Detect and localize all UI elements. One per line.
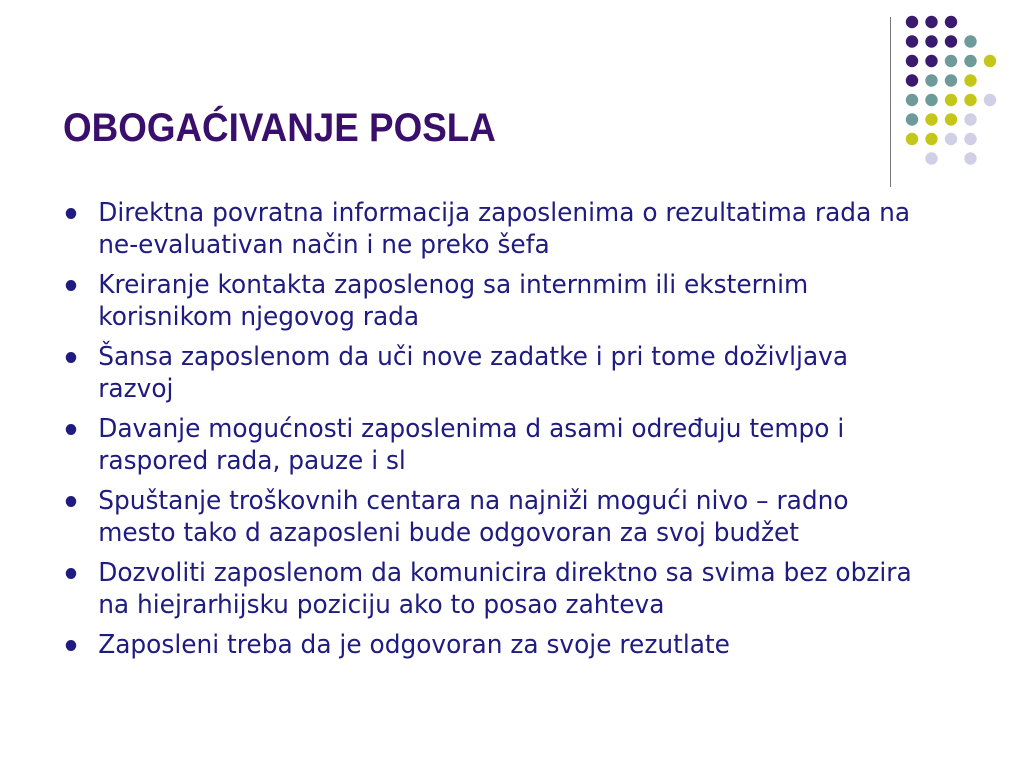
- decorative-dot-grid: [898, 10, 1018, 170]
- decorative-dot: [964, 133, 976, 145]
- bullet-point-icon: [66, 640, 77, 651]
- decorative-dot: [925, 113, 937, 125]
- decorative-dot: [925, 152, 937, 164]
- slide-title: OBOGAĆIVANJE POSLA: [63, 106, 496, 150]
- bullet-item: [60, 629, 929, 661]
- decorative-dot: [945, 94, 957, 106]
- decorative-dot: [906, 16, 918, 28]
- decorative-dot: [945, 16, 957, 28]
- decorative-dot: [925, 94, 937, 106]
- decorative-dot: [925, 133, 937, 145]
- bullet-item: [60, 557, 929, 621]
- decorative-dot: [945, 133, 957, 145]
- decorative-dot: [925, 35, 937, 47]
- bullet-point-icon: [66, 208, 77, 219]
- decorative-dot: [964, 94, 976, 106]
- bullet-text: Kreiranje kontakta zaposlenog sa internmim ili eksternim korisnikom njegovog rada: [98, 270, 809, 332]
- bullet-text: Dozvoliti zaposlenom da komunicira direktno sa svima bez obzira na hiejrarhijsku poziciju ako to posao zahteva: [98, 558, 912, 620]
- decorative-dot: [984, 94, 996, 106]
- bullet-point-icon: [66, 496, 77, 507]
- bullet-item: [60, 413, 929, 477]
- bullet-point-icon: [66, 352, 77, 363]
- bullet-text: Direktna povratna informacija zaposlenima o rezultatima rada na ne-evaluativan način i ne preko šefa: [98, 198, 911, 260]
- bullet-item: [60, 341, 929, 405]
- decorative-dot: [945, 113, 957, 125]
- bullet-text: Spuštanje troškovnih centara na najniži mogući nivo – radno mesto tako d azaposleni bude odgovoran za svoj budžet: [98, 486, 849, 548]
- decorative-dot: [906, 113, 918, 125]
- decorative-dot: [964, 35, 976, 47]
- decorative-dot: [945, 55, 957, 67]
- bullet-point-icon: [66, 424, 77, 435]
- bullet-point-icon: [66, 568, 77, 579]
- decorative-dot: [964, 55, 976, 67]
- decorative-dot: [964, 113, 976, 125]
- bullet-text: Šansa zaposlenom da uči nove zadatke i pri tome doživljava razvoj: [98, 342, 849, 404]
- decorative-dot: [906, 74, 918, 86]
- decorative-dot: [964, 152, 976, 164]
- bullet-item: [60, 485, 929, 549]
- vertical-divider-line: [890, 17, 891, 187]
- decorative-dot: [945, 74, 957, 86]
- decorative-dot: [964, 74, 976, 86]
- bullet-item: [60, 269, 929, 333]
- bullet-list: [60, 197, 970, 669]
- decorative-dot: [945, 35, 957, 47]
- decorative-dot: [906, 133, 918, 145]
- decorative-dot: [906, 55, 918, 67]
- decorative-dot: [925, 55, 937, 67]
- decorative-dot: [925, 16, 937, 28]
- decorative-dot: [906, 35, 918, 47]
- bullet-text: Zaposleni treba da je odgovoran za svoje rezutlate: [98, 630, 730, 660]
- bullet-text: Davanje mogućnosti zaposlenima d asami određuju tempo i raspored rada, pauze i sl: [98, 414, 845, 476]
- bullet-item: [60, 197, 929, 261]
- decorative-dot: [984, 55, 996, 67]
- bullet-point-icon: [66, 280, 77, 291]
- decorative-dot: [925, 74, 937, 86]
- decorative-dot: [906, 94, 918, 106]
